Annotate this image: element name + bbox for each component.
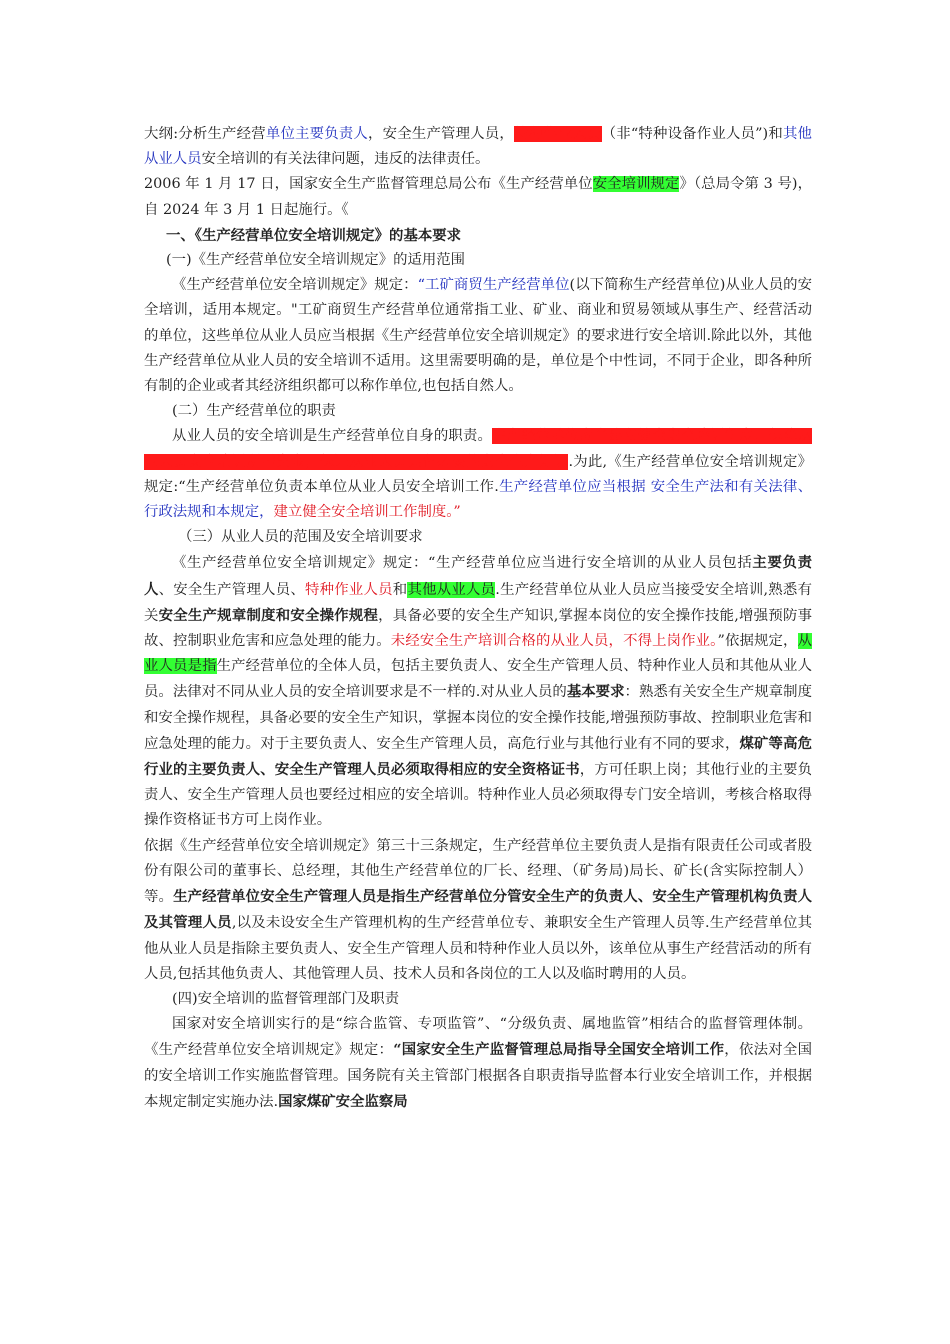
highlight-employees-definition: 从业人员是指 <box>144 633 812 675</box>
outline-paragraph: 大纲:分析生产经营单位主要负责人，安全生产管理人员，特种作业人员（非“特种设备作业人员”)和其他从业人员安全培训的有关法律问题，违反的法律责任。 <box>144 126 812 168</box>
section-heading-1: 一、《生产经营单位安全培训规定》的基本要求 <box>166 226 462 244</box>
highlight-duties: 生产经营单位应当建立健全安全培训制度，保障从业人员安全培训所需资金，保证从业人员具备必要的安全生产知识 <box>144 428 812 470</box>
subheading-duties: (二）生产经营单位的职责 <box>172 403 336 420</box>
highlight-other-employees: 其他从业人员 <box>407 581 496 598</box>
text-production-unit: 生产经营单位 <box>482 277 570 294</box>
text-other-employees: 其他从业人员 <box>144 126 812 168</box>
highlight-special-operators: 特种作业人员 <box>514 126 602 142</box>
definitions-paragraph: 依据《生产经营单位安全培训规定》第三十三条规定，生产经营单位主要负责人是指有限责任公司或者股份有限公司的董事长、总经理，其他生产经营单位的厂长、经理、（矿务局)局长、矿长(含实际控制人）等。生产经营单位安全生产管理人员是指生产经营单位分管安全生产的负责人、安全生产管理机构负责人及其管理人员,以及未设安全生产管理机构的生产经营单位专、兼职安全生产管理人员等.生产经营单位其他从业人员是指除主要负责人、安全生产管理人员和特种作业人员以外，该单位从事生产经营活动的所有人员,包括其他负责人、其他管理人员、技术人员和各岗位的工人以及临时聘用的人员。 <box>144 837 812 982</box>
subheading-scope-requirements: （三）从业人员的范围及安全培训要求 <box>178 529 423 546</box>
scope-paragraph: 《生产经营单位安全培训规定》规定：“工矿商贸生产经营单位(以下简称生产经营单位)从业人员的安全培训，适用本规定。"工矿商贸生产经营单位通常指工业、矿业、商业和贸易领域从事生产、经营活动的单位，这些单位从业人员应当根据《生产经营单位安全培训规定》的要求进行安全培训.除此以外，其他生产经营单位从业人员的安全培训不适用。这里需要明确的是，单位是个中性词，不同于企业，即各种所有制的企业或者其经济组织都可以称作单位,也包括自然人。 <box>144 277 813 395</box>
subheading-supervision: (四)安全培训的监督管理部门及职责 <box>172 990 400 1007</box>
text-main-responsible: 单位主要负责人 <box>265 126 369 142</box>
subheading-scope: (一)《生产经营单位安全培训规定》的适用范围 <box>166 252 466 269</box>
highlight-training-rules: 安全培训规定 <box>592 176 680 193</box>
date-paragraph: 2006 年 1 月 17 日，国家安全生产监督管理总局公布《生产经营单位安全培训规定》（总局令第 3 号)，自 2024 年 3 月 1 日起施行。《 <box>144 176 812 218</box>
document-page <box>144 122 812 1115</box>
duties-paragraph: 从业人员的安全培训是生产经营单位自身的职责。生产经营单位应当建立健全安全培训制度，保障从业人员安全培训所需资金，保证从业人员具备必要的安全生产知识.为此,《生产经营单位安全培训规定》规定:“生产经营单位负责本单位从业人员安全培训工作.生产经营单位应当根据 安全生产法和有关法律、行政法规和本规定，建立健全安全培训工作制度。” <box>144 428 812 521</box>
supervision-paragraph: 国家对安全培训实行的是“综合监管、专项监管”、“分级负责、属地监管”相结合的监督管理体制。《生产经营单位安全培训规定》规定：“国家安全生产监督管理总局指导全国安全培训工作，依法对全国的安全培训工作实施监督管理。国务院有关主管部门根据各自职责指导监督本行业安全培训工作，并根据本规定制定实施办法.国家煤矿安全监察局 <box>144 1016 812 1110</box>
requirements-paragraph: 《生产经营单位安全培训规定》规定：“生产经营单位应当进行安全培训的从业人员包括主要负责人、安全生产管理人员、特种作业人员和其他从业人员.生产经营单位从业人员应当接受安全培训,熟悉有关安全生产规章制度和安全操作规程，具备必要的安全生产知识,掌握本岗位的安全操作技能,增强预防事故、控制职业危害和应急处理的能力。未经安全生产培训合格的从业人员，不得上岗作业。”依据规定，从业人员是指生产经营单位的全体人员，包括主要负责人、安全生产管理人员、特种作业人员和其他从业人员。法律对不同从业人员的安全培训要求是不一样的.对从业人员的基本要求：熟悉有关安全生产规章制度和安全操作规程，具备必要的安全生产知识，掌握本岗位的安全操作技能,增强预防事故、控制职业危害和应急处理的能力。对于主要负责人、安全生产管理人员，高危行业与其他行业有不同的要求，煤矿等高危行业的主要负责人、安全生产管理人员必须取得相应的安全资格证书，方可任职上岗；其他行业的主要负责人、安全生产管理人员也要经过相应的安全培训。特种作业人员必须取得专门安全培训，考核合格取得操作资格证书方可上岗作业。 <box>144 554 812 829</box>
